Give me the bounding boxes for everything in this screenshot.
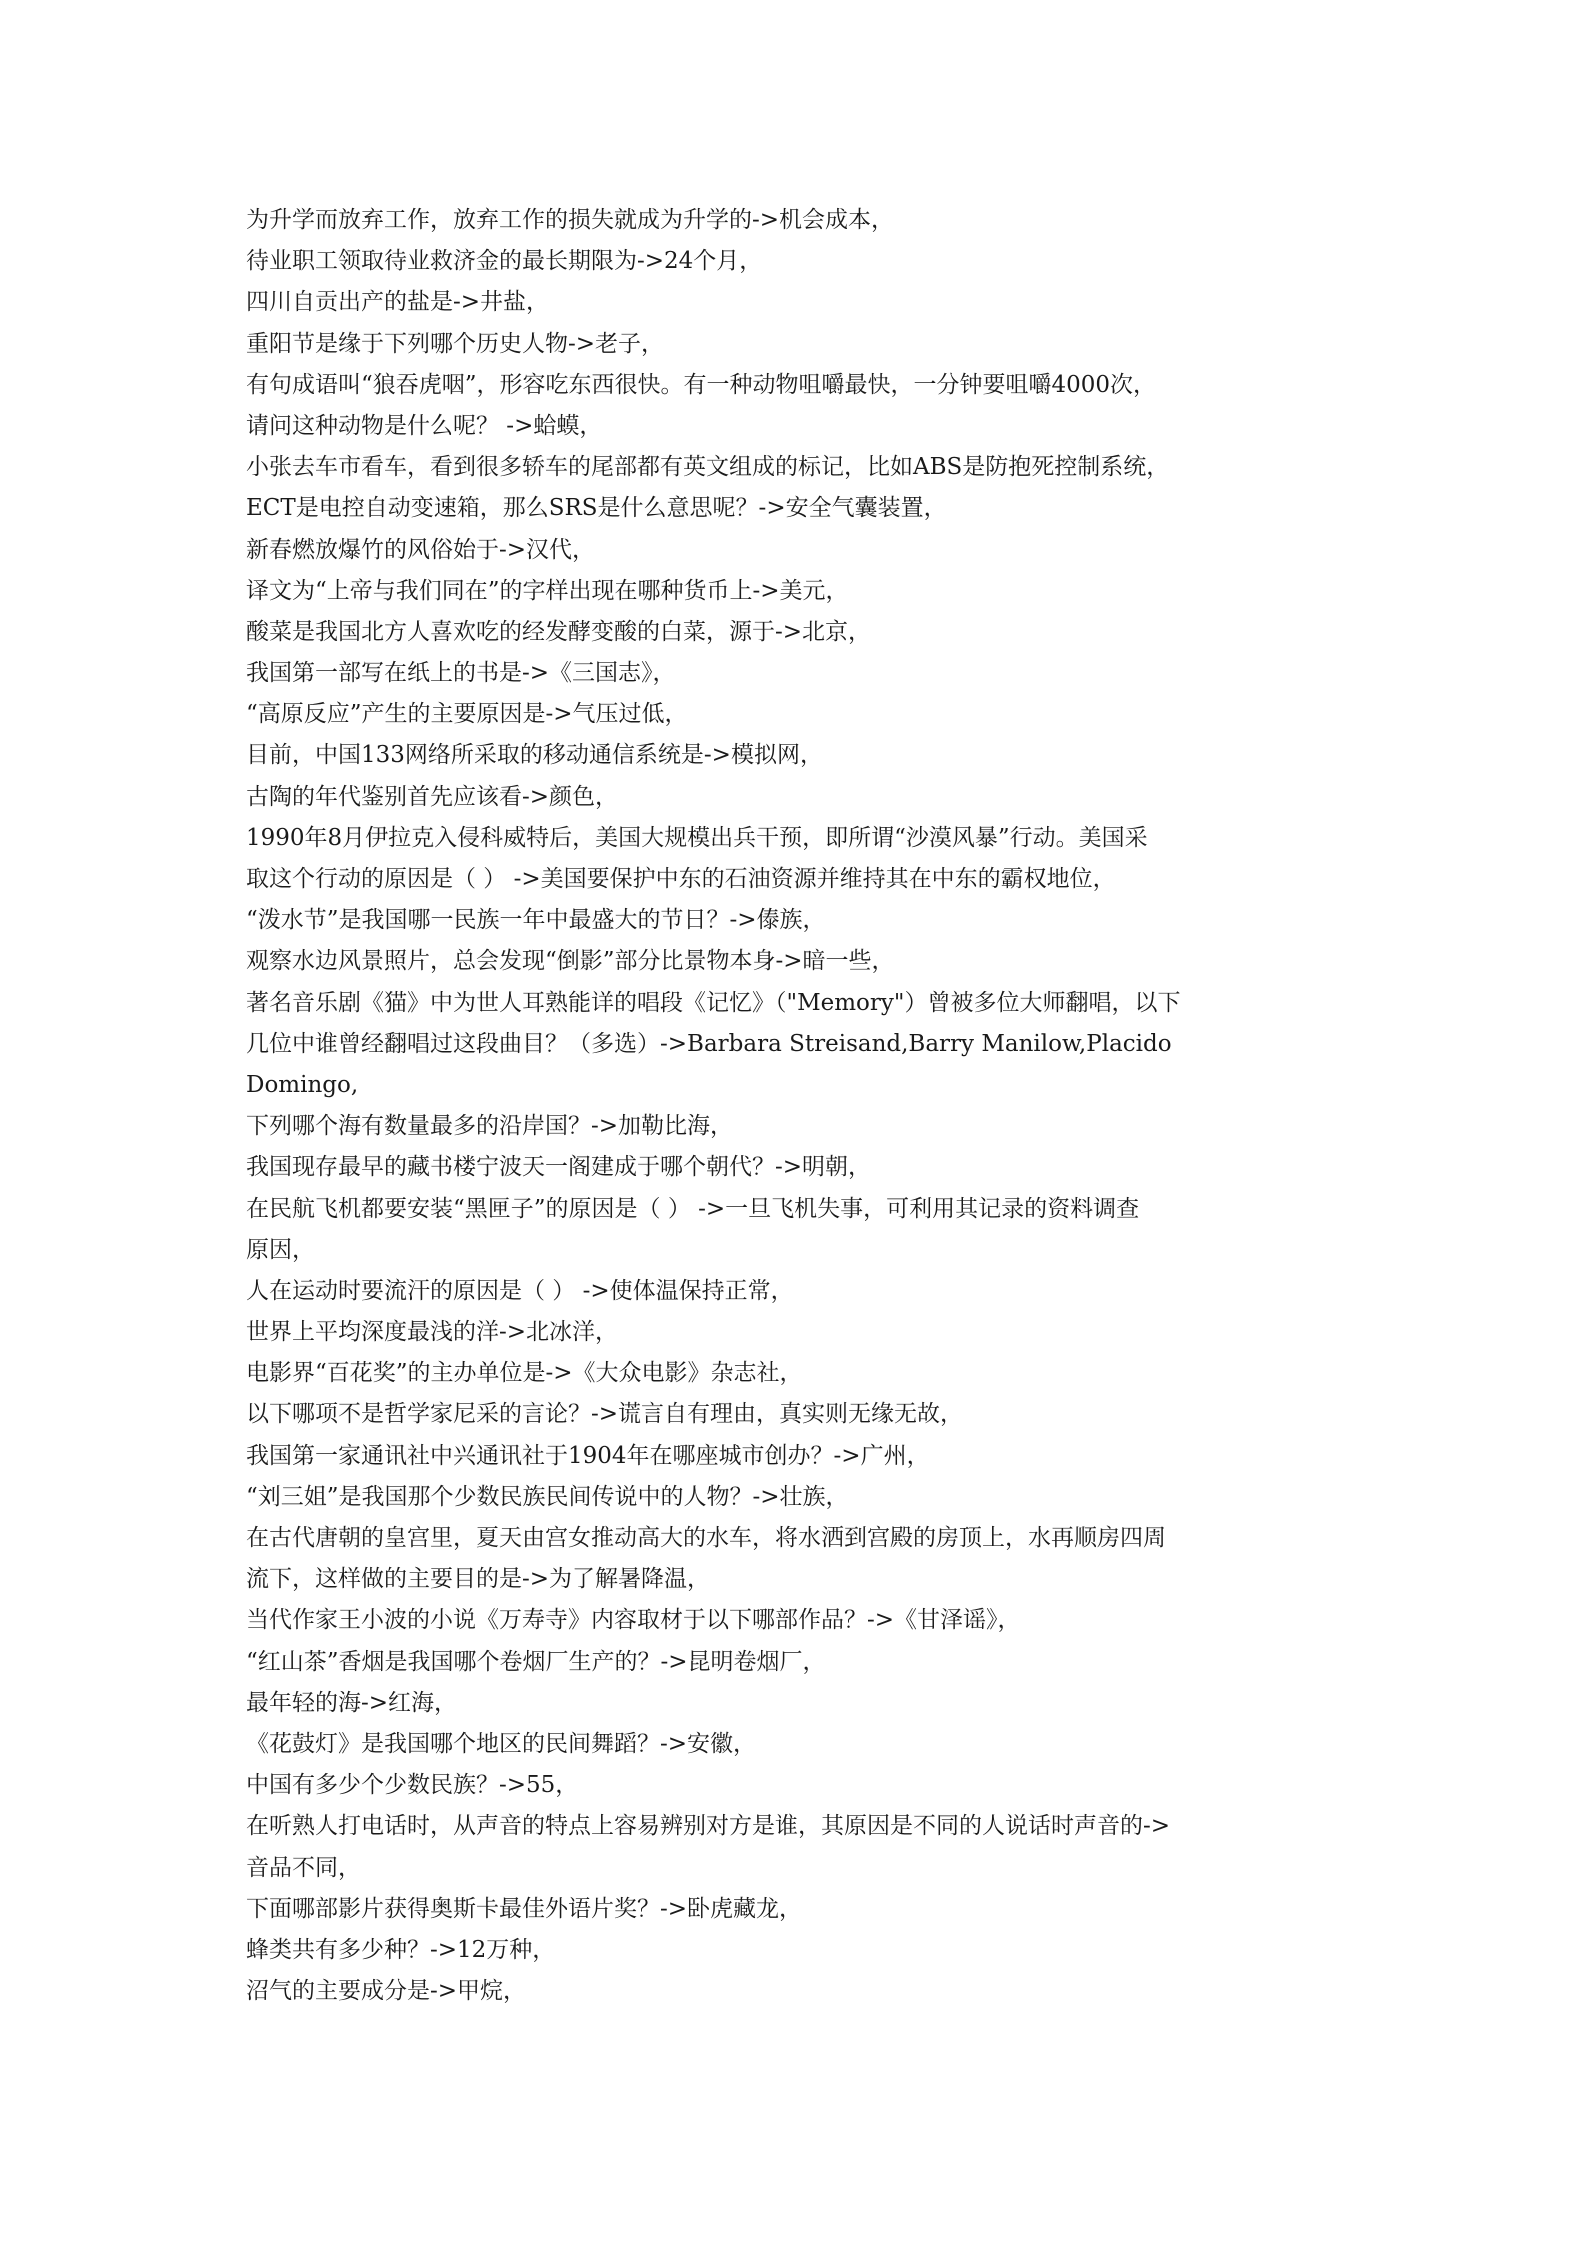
text-line: 观察水边风景照片，总会发现“倒影”部分比景物本身->暗一些， [246,948,895,975]
text-line: 取这个行动的原因是（ ） ->美国要保护中东的石油资源并维持其在中东的霸权地位， [246,866,1116,892]
text-line: 人在运动时要流汗的原因是（ ） ->使体温保持正常， [246,1277,794,1304]
text-line: “高原反应”产生的主要原因是->气压过低， [246,701,688,728]
text-line: 我国现存最早的藏书楼宁波天一阁建成于哪个朝代？->明朝， [246,1154,872,1181]
text-line: 小张去车市看车，看到很多轿车的尾部都有英文组成的标记，比如ABS是防抱死控制系统， [246,454,1170,481]
text-line: 待业职工领取待业救济金的最长期限为->24个月， [246,248,763,275]
text-line: 我国第一部写在纸上的书是->《三国志》， [246,660,676,687]
text-line: Domingo, [246,1071,359,1098]
text-line: 新春燃放爆竹的风俗始于->汉代， [246,536,596,563]
text-line: ECT是电控自动变速箱，那么SRS是什么意思呢？->安全气囊装置， [246,495,947,522]
text-line: 几位中谁曾经翻唱过这段曲目？（多选）->Barbara Streisand,Barry Manilow,Placido [246,1030,1172,1057]
text-line: 在古代唐朝的皇宫里，夏天由宫女推动高大的水车，将水洒到宫殿的房顶上，水再顺房四周 [246,1525,1166,1551]
text-line: 原因， [246,1236,315,1263]
text-line: 重阳节是缘于下列哪个历史人物->老子， [246,330,665,357]
text-line: “刘三姐”是我国那个少数民族民间传说中的人物？->壮族， [246,1483,849,1510]
text-line: 沼气的主要成分是->甲烷， [246,1978,527,2005]
text-line: 音品不同， [246,1854,361,1881]
text-line: 古陶的年代鉴别首先应该看->颜色， [246,783,619,810]
text-line: 有句成语叫“狼吞虎咽”，形容吃东西很快。有一种动物咀嚼最快，一分钟要咀嚼4000次， [246,371,1157,398]
text-line: 下列哪个海有数量最多的沿岸国？->加勒比海， [246,1113,734,1140]
text-line: 世界上平均深度最浅的洋->北冰洋， [246,1319,619,1346]
text-line: 以下哪项不是哲学家尼采的言论？->谎言自有理由，真实则无缘无故， [246,1401,964,1428]
text-line: 蜂类共有多少种？->12万种， [246,1936,556,1963]
text-line: 流下，这样做的主要目的是->为了解暑降温， [246,1566,711,1593]
text-line: “红山茶”香烟是我国哪个卷烟厂生产的？->昆明卷烟厂， [246,1648,826,1675]
text-line: 下面哪部影片获得奥斯卡最佳外语片奖？->卧虎藏龙， [246,1895,803,1922]
text-line: 我国第一家通讯社中兴通讯社于1904年在哪座城市创办？->广州， [246,1442,930,1469]
text-line: 中国有多少个少数民族？->55， [246,1772,579,1799]
text-line: 电影界“百花奖”的主办单位是->《大众电影》杂志社， [246,1360,803,1387]
text-line: 在听熟人打电话时，从声音的特点上容易辨别对方是谁，其原因是不同的人说话时声音的-> [246,1813,1171,1840]
text-line: 《花鼓灯》是我国哪个地区的民间舞蹈？->安徽， [246,1730,757,1757]
text-line: 目前，中国133网络所采取的移动通信系统是->模拟网， [246,742,823,769]
text-line: 请问这种动物是什么呢？ ->蛤蟆， [246,412,603,439]
text-line: 当代作家王小波的小说《万寿寺》内容取材于以下哪部作品？->《甘泽谣》， [246,1607,1021,1634]
document-body [246,200,1366,2012]
text-line: 最年轻的海->红海， [246,1689,458,1716]
text-line: 著名音乐剧《猫》中为世人耳熟能详的唱段《记忆》（"Memory"）曾被多位大师翻唱，以下 [246,989,1181,1016]
text-line: 在民航飞机都要安装“黑匣子”的原因是（ ） ->一旦飞机失事，可利用其记录的资料调查 [246,1195,1140,1222]
text-line: 四川自贡出产的盐是->井盐， [246,289,550,316]
text-line: 为升学而放弃工作，放弃工作的损失就成为升学的->机会成本， [246,207,895,233]
text-line: 酸菜是我国北方人喜欢吃的经发酵变酸的白菜，源于->北京， [246,618,872,645]
text-line: 1990年8月伊拉克入侵科威特后，美国大规模出兵干预，即所谓“沙漠风暴”行动。美国采 [246,824,1148,851]
text-line: 译文为“上帝与我们同在”的字样出现在哪种货币上->美元， [246,577,849,604]
text-line: “泼水节”是我国哪一民族一年中最盛大的节日？->傣族， [246,907,826,934]
